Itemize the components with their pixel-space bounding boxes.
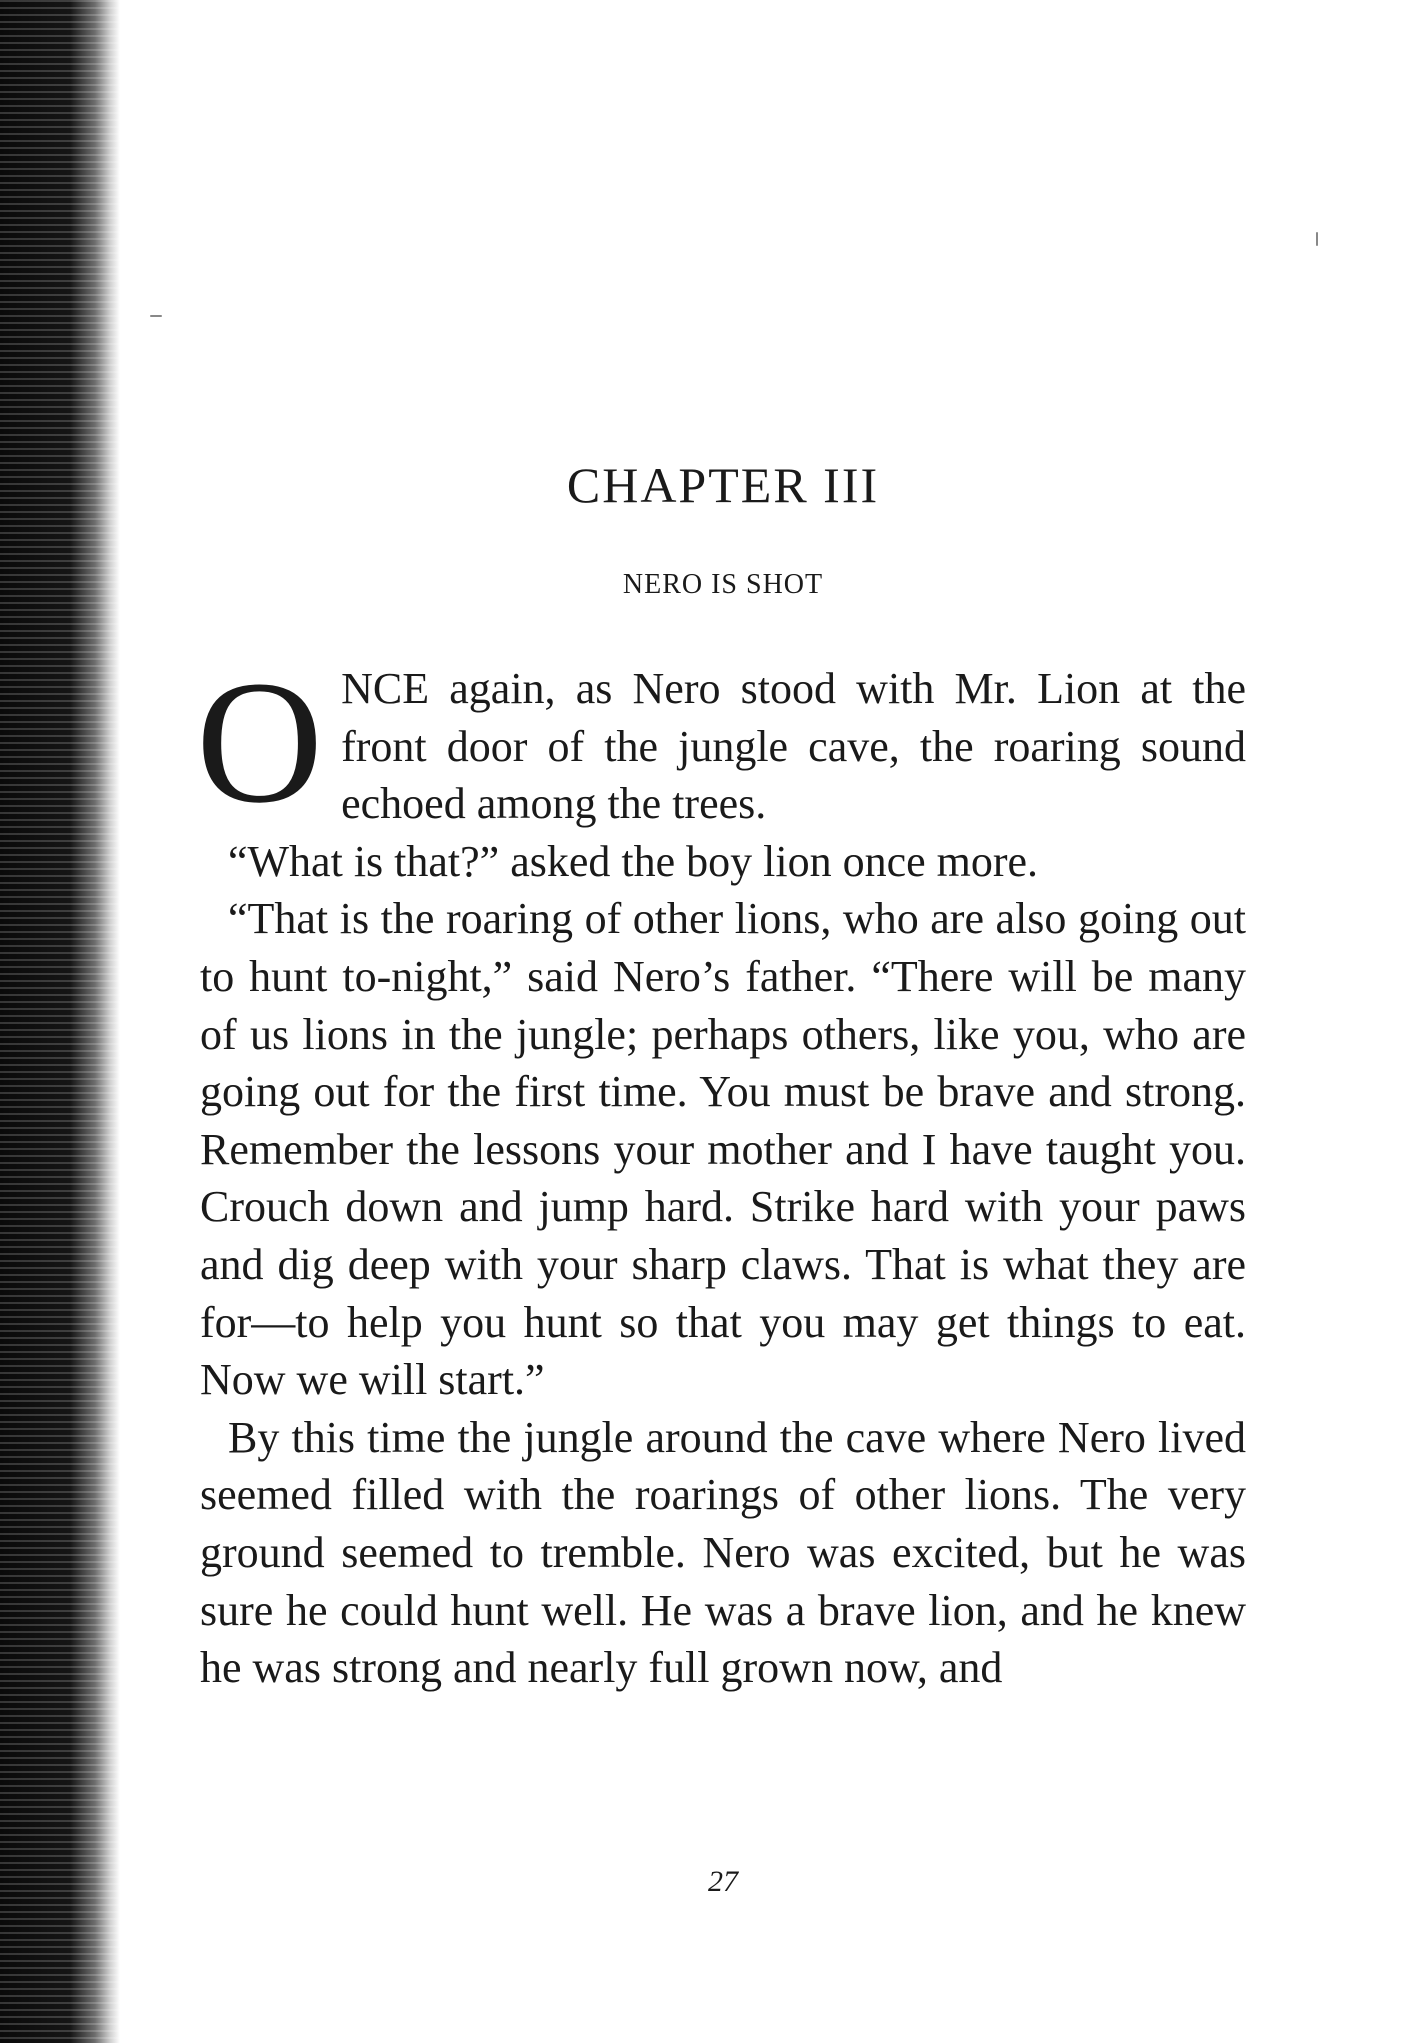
paragraph-2: “What is that?” asked the boy lion once more. xyxy=(228,836,1039,886)
paragraph-3: “That is the roaring of other lions, who are also going out to hunt to-night,” said Nero’s father. “There will be many of us lions in the jungle; perhaps others, like you, who are going out for the first time. You must be brave and strong. Remember the lessons your mother and I have taught you. Crouch down and jump hard. Strike hard with your paws and dig deep with your sharp claws. That is what they are for—to help you hunt so that you may get things to eat. Now we will start.” xyxy=(200,894,1246,1405)
book-binding-shadow xyxy=(0,0,120,2043)
paragraph-4: By this time the jungle around the cave where Nero lived seemed filled with the roarings of other lions. The very ground seemed to tremble. Nero was excited, but he was sure he could hunt well. He was a brave lion, and he knew he was strong and nearly full grown now, and xyxy=(200,1412,1246,1693)
chapter-heading: CHAPTER III xyxy=(566,457,880,513)
paragraph-1-text: NCE again, as Nero stood with Mr. Lion at the front door of the jungle cave, the roaring sound echoed among the trees. xyxy=(341,664,1246,829)
drop-cap: O xyxy=(196,645,324,840)
chapter-title: NERO IS SHOT xyxy=(622,569,824,600)
chapter-body xyxy=(196,645,1246,1697)
scan-speck xyxy=(150,315,162,317)
scan-speck xyxy=(1316,232,1318,246)
page-number: 27 xyxy=(708,1865,738,1898)
paragraph-1 xyxy=(196,645,1246,840)
